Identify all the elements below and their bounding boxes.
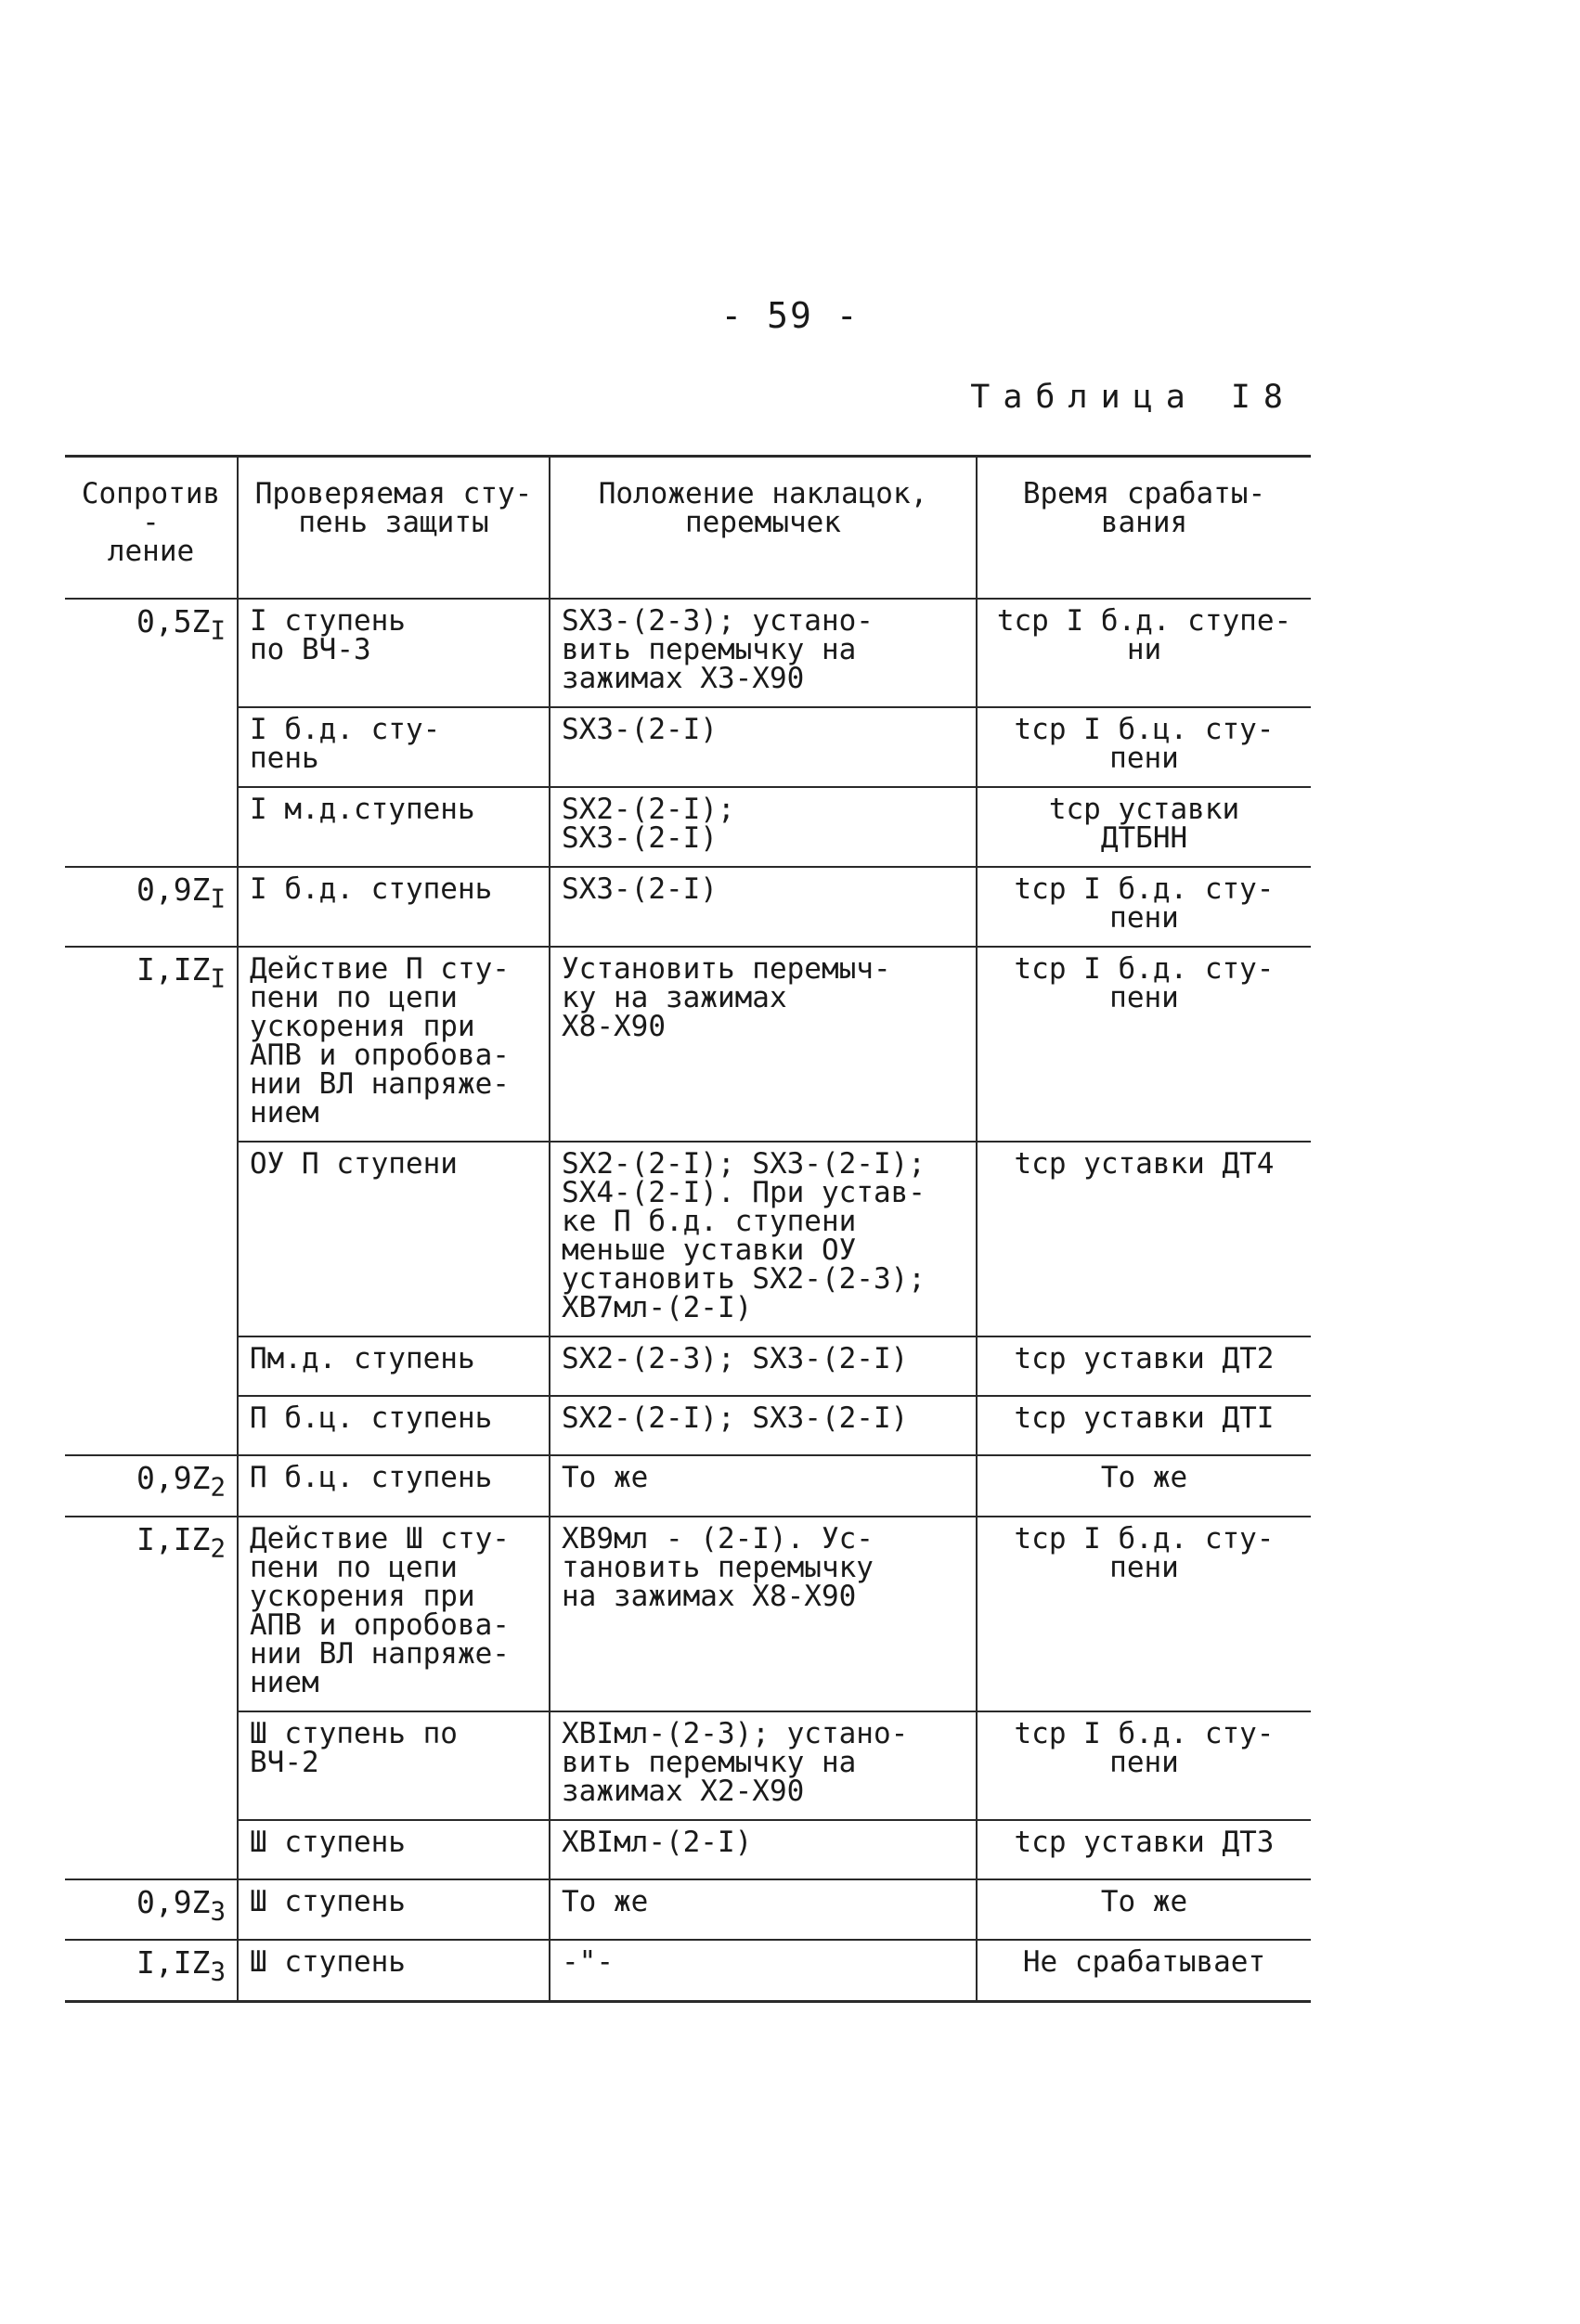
position-cell: SX2-(2-3); SX3-(2-I) [550,1336,977,1396]
stage-cell: Ш ступень по ВЧ-2 [238,1711,550,1820]
position-cell: XBIмл-(2-3); устано- вить перемычку на зажимах X2-X90 [550,1711,977,1820]
table-body [65,599,1311,2001]
header-stage: Проверяемая сту- пень защиты [238,457,550,600]
time-cell: Не срабатывает [977,1940,1311,2001]
resistance-subscript: 2 [210,1472,226,1503]
stage-cell: I м.д.ступень [238,787,550,867]
resistance-value: 0,9Z [136,1883,211,1920]
table-row [65,1336,1311,1396]
resistance-subscript: I [210,615,226,646]
stage-cell: ОУ П ступени [238,1142,550,1336]
table-row [65,707,1311,787]
table-row [65,1820,1311,1879]
time-cell: tср уставки ДТ2 [977,1336,1311,1396]
table-row [65,1517,1311,1711]
table-row [65,1940,1311,2001]
table-row [65,1396,1311,1455]
resistance-subscript: I [210,884,226,914]
resistance-value: 0,5Z [136,603,211,639]
resistance-cell [65,947,238,1455]
position-cell: SX2-(2-I); SX3-(2-I); SX4-(2-I). При устав- ке П б.д. ступени меньше уставки ОУ установить SX2-(2-3); XB7мл-(2-I) [550,1142,977,1336]
position-cell: SX3-(2-I) [550,867,977,947]
time-cell: tср уставки ДТI [977,1396,1311,1455]
stage-cell: Действие П сту- пени по цепи ускорения при АПВ и опробова- нии ВЛ напряже- нием [238,947,550,1142]
stage-cell: I б.д. ступень [238,867,550,947]
resistance-subscript: 3 [210,1956,226,1987]
position-cell: SX3-(2-3); устано- вить перемычку на зажимах X3-X90 [550,599,977,707]
time-cell: tср I б.д. сту- пени [977,867,1311,947]
resistance-value: I,IZ [136,1944,211,1982]
page-number: - 59 - [720,295,860,336]
resistance-subscript: 2 [210,1533,226,1564]
table-row [65,867,1311,947]
resistance-subscript: 3 [210,1896,226,1927]
table-row [65,787,1311,867]
time-cell: tср I б.ц. сту- пени [977,707,1311,787]
resistance-cell [65,1517,238,1879]
time-cell: tср уставки ДТ4 [977,1142,1311,1336]
position-cell: SX2-(2-I); SX3-(2-I) [550,787,977,867]
position-cell: -"- [550,1940,977,2001]
position-cell: XBIмл-(2-I) [550,1820,977,1879]
table-row [65,1879,1311,1941]
table-row [65,1455,1311,1517]
settings-table [65,455,1311,2003]
resistance-cell [65,867,238,947]
resistance-subscript: I [210,963,226,994]
position-cell: Установить перемыч- ку на зажимах X8-X90 [550,947,977,1142]
table-row [65,1142,1311,1336]
position-cell: SX3-(2-I) [550,707,977,787]
header-position: Положение наклацок, перемычек [550,457,977,600]
stage-cell: Действие Ш сту- пени по цепи ускорения при АПВ и опробова- нии ВЛ напряже- нием [238,1517,550,1711]
position-cell: То же [550,1455,977,1517]
time-cell: tср I б.д. сту- пени [977,1517,1311,1711]
position-cell: SX2-(2-I); SX3-(2-I) [550,1396,977,1455]
table-row [65,947,1311,1142]
table-header-row [65,457,1311,600]
resistance-value: 0,9Z [136,1460,211,1496]
table-row [65,599,1311,707]
time-cell: tср уставки ДТБНН [977,787,1311,867]
time-cell: То же [977,1879,1311,1941]
table-title: Таблица I8 [970,379,1296,416]
stage-cell: П б.ц. ступень [238,1396,550,1455]
time-cell: tср I б.д. сту- пени [977,947,1311,1142]
resistance-cell [65,599,238,867]
stage-cell: Ш ступень [238,1820,550,1879]
position-cell: То же [550,1879,977,1941]
resistance-value: I,IZ [136,951,211,988]
stage-cell: П б.ц. ступень [238,1455,550,1517]
stage-cell: Пм.д. ступень [238,1336,550,1396]
position-cell: XB9мл - (2-I). Ус- тановить перемычку на зажимах X8-X90 [550,1517,977,1711]
resistance-cell [65,1455,238,1517]
table-row [65,1711,1311,1820]
stage-cell: Ш ступень [238,1940,550,2001]
header-time: Время срабаты- вания [977,457,1311,600]
header-resistance: Сопротив- ление [65,457,238,600]
resistance-cell [65,1940,238,2001]
stage-cell: I ступень по ВЧ-3 [238,599,550,707]
stage-cell: Ш ступень [238,1879,550,1941]
resistance-value: I,IZ [136,1520,211,1557]
time-cell: tср I б.д. сту- пени [977,1711,1311,1820]
stage-cell: I б.д. сту- пень [238,707,550,787]
time-cell: tср I б.д. ступе- ни [977,599,1311,707]
resistance-value: 0,9Z [136,872,211,908]
resistance-cell [65,1879,238,1941]
time-cell: То же [977,1455,1311,1517]
time-cell: tср уставки ДТ3 [977,1820,1311,1879]
